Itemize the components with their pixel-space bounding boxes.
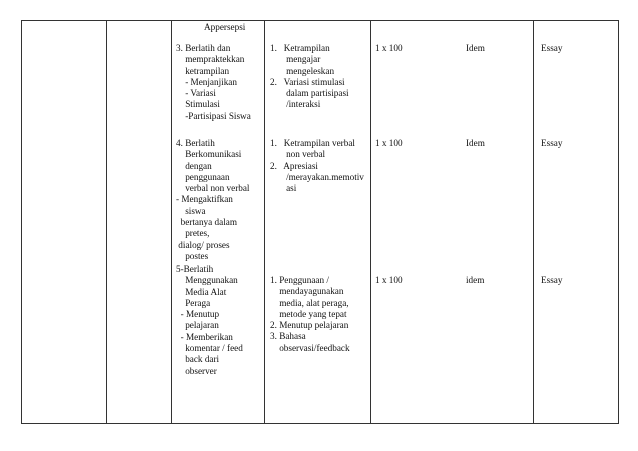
aspect-line: asi bbox=[270, 183, 297, 194]
activity-line: observer bbox=[176, 365, 217, 376]
column-border bbox=[264, 20, 265, 424]
aspect-line: mendayagunakan bbox=[270, 286, 344, 297]
aspect-line: /interaksi bbox=[270, 99, 321, 110]
aspect-line: mengeleskan bbox=[270, 65, 335, 76]
activity-line: - Memberikan bbox=[176, 331, 233, 342]
activity-line: pretes, bbox=[176, 228, 210, 239]
activity-line: dengan bbox=[176, 160, 212, 171]
aspect-line: 1. Ketrampilan bbox=[270, 43, 330, 53]
activity-line: mempraktekkan bbox=[176, 54, 245, 65]
aspect-line: 3. Bahasa bbox=[270, 331, 306, 342]
apperception-label: Appersepsi bbox=[204, 22, 246, 32]
activity-line: 4. Berlatih bbox=[176, 138, 215, 148]
aspect-line: 2. Apresiasi bbox=[270, 160, 318, 171]
assessment-cell: Essay bbox=[541, 43, 563, 53]
activity-line: Peraga bbox=[176, 297, 211, 308]
source-cell: Idem bbox=[466, 43, 485, 53]
activity-line: 3. Berlatih dan bbox=[176, 43, 231, 53]
aspect-line: 1. Ketrampilan verbal bbox=[270, 138, 355, 148]
activity-line: - Menutup bbox=[176, 309, 220, 320]
aspects-cell bbox=[270, 275, 350, 354]
activity-line: Menggunakan bbox=[176, 275, 238, 286]
source-cell: Idem bbox=[466, 138, 485, 148]
activity-line: -Partisipasi Siswa bbox=[176, 110, 251, 121]
time-cell: 1 x 100 bbox=[375, 275, 403, 285]
aspect-line: 2. Menutup pelajaran bbox=[270, 320, 349, 331]
activity-line: siswa bbox=[176, 205, 206, 216]
activity-line: Stimulasi bbox=[176, 99, 220, 110]
activity-line: bertanya dalam bbox=[176, 217, 237, 228]
activity-line: - Variasi bbox=[176, 88, 216, 99]
aspect-line: mengajar bbox=[270, 54, 321, 65]
activity-line: komentar / feed bbox=[176, 343, 243, 354]
aspect-line: /merayakan.memotiv bbox=[270, 171, 364, 182]
activity-line: dialog/ proses bbox=[176, 239, 230, 250]
activity-line: ketrampilan bbox=[176, 65, 230, 76]
source-cell: idem bbox=[466, 275, 485, 285]
activity-line: verbal non verbal bbox=[176, 183, 250, 194]
aspect-line: 1. Penggunaan / bbox=[270, 275, 329, 285]
activity-cell bbox=[176, 138, 249, 262]
column-border bbox=[21, 20, 22, 424]
assessment-cell: Essay bbox=[541, 138, 563, 148]
activity-line: back dari bbox=[176, 354, 220, 365]
activity-cell bbox=[176, 264, 243, 377]
activity-cell bbox=[176, 43, 251, 122]
time-cell: 1 x 100 bbox=[375, 43, 403, 53]
aspects-cell bbox=[270, 138, 364, 194]
activity-line: postes bbox=[176, 250, 209, 261]
assessment-cell: Essay bbox=[541, 275, 563, 285]
table-top-border bbox=[21, 20, 619, 21]
activity-line: Media Alat bbox=[176, 286, 227, 297]
column-border bbox=[533, 20, 534, 424]
column-border bbox=[618, 20, 619, 424]
activity-line: 5-Berlatih bbox=[176, 264, 214, 274]
aspect-line: media, alat peraga, bbox=[270, 297, 349, 308]
aspects-cell bbox=[270, 43, 349, 111]
aspect-line: observasi/feedback bbox=[270, 342, 350, 353]
activity-line: pelajaran bbox=[176, 320, 219, 331]
aspect-line: non verbal bbox=[270, 149, 326, 160]
activity-line: - Menjanjikan bbox=[176, 76, 237, 87]
table-bottom-border bbox=[21, 423, 619, 424]
column-border bbox=[171, 20, 172, 424]
aspect-line: 2. Variasi stimulasi bbox=[270, 76, 345, 87]
activity-line: Berkomunikasi bbox=[176, 149, 242, 160]
activity-line: penggunaan bbox=[176, 171, 230, 182]
time-cell: 1 x 100 bbox=[375, 138, 403, 148]
column-border bbox=[106, 20, 107, 424]
aspect-line: metode yang tepat bbox=[270, 308, 347, 319]
aspect-line: dalam partisipasi bbox=[270, 88, 349, 99]
activity-line: - Mengaktifkan bbox=[176, 194, 233, 205]
column-border bbox=[370, 20, 371, 424]
